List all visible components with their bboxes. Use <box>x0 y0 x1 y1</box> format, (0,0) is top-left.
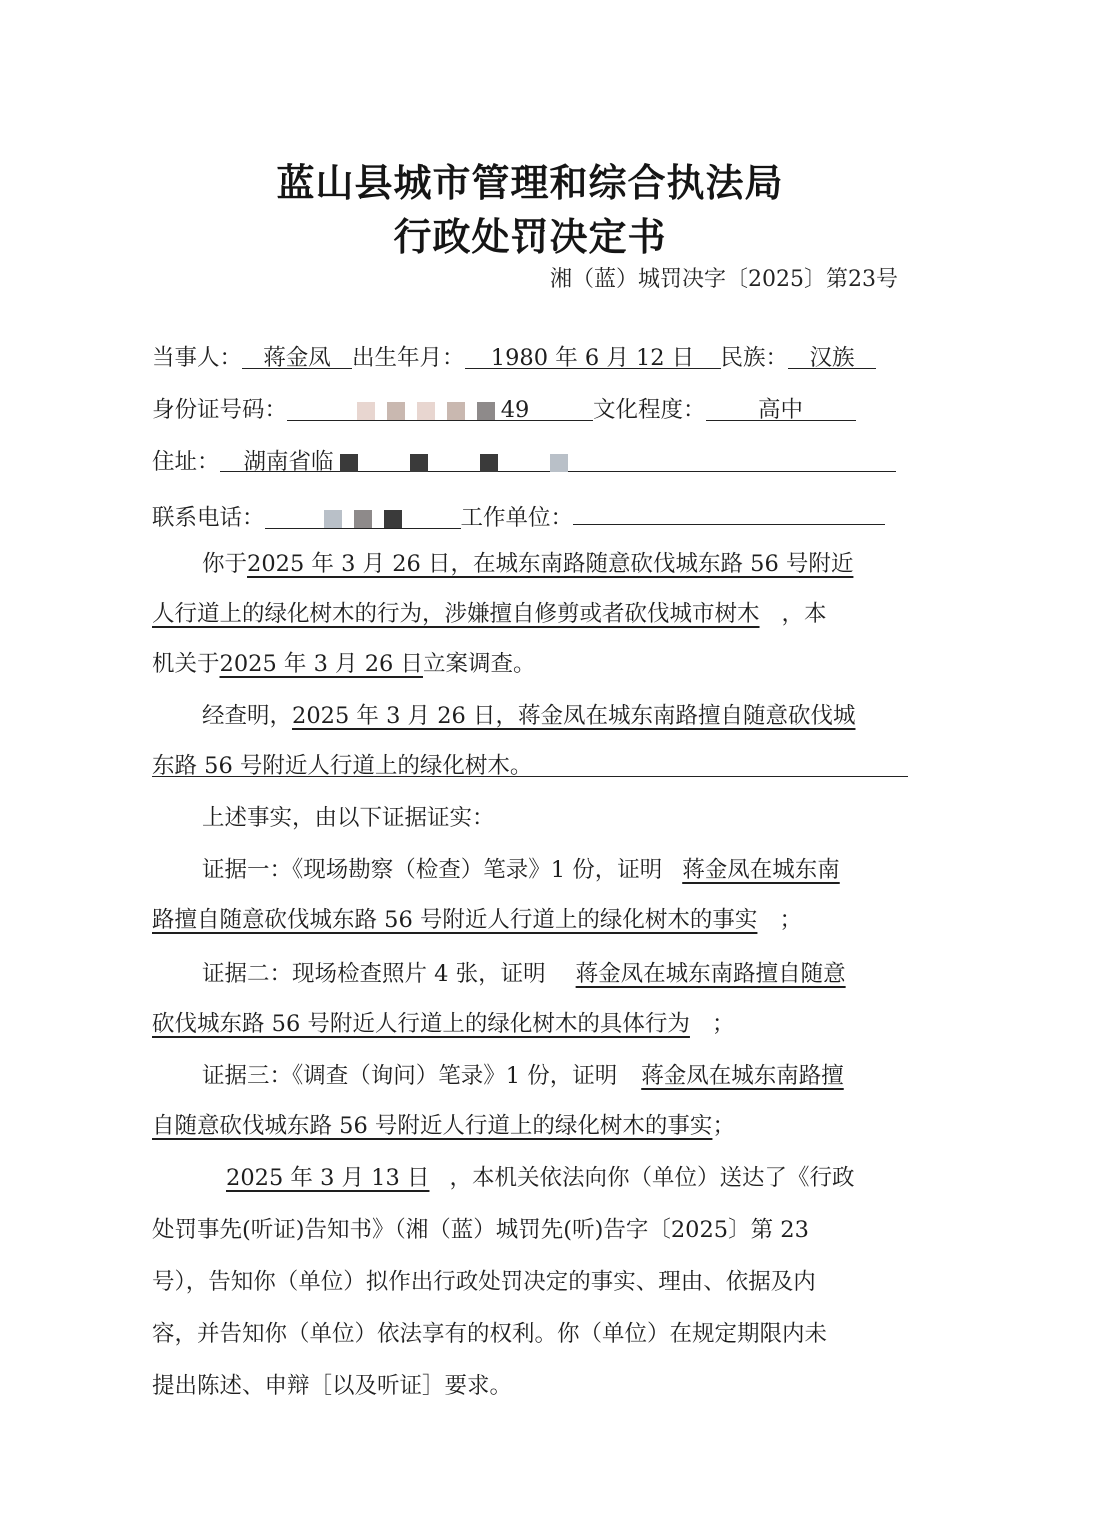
evidence1-text: ； <box>779 907 802 933</box>
address-label: 住址： <box>152 449 220 475</box>
para2-line2 <box>152 746 908 786</box>
para2-underlined: 东路 56 号附近人行道上的绿化树木。 <box>152 753 533 779</box>
para1-line2 <box>152 594 908 634</box>
phone-field <box>265 498 461 529</box>
evidence2-line2 <box>152 1004 908 1044</box>
para1-text: ，本 <box>781 601 827 627</box>
id-field <box>287 390 593 421</box>
para1-line3 <box>152 644 908 684</box>
para2-underlined-field <box>152 746 908 777</box>
para1-text: 机关于 <box>152 651 220 677</box>
para1-underlined: 2025 年 3 月 26 日，在城东南路随意砍伐城东路 56 号附近 <box>247 551 854 577</box>
evidence1-underlined: 蒋金凤在城东南 <box>682 857 840 883</box>
id-label: 身份证号码： <box>152 397 288 423</box>
para2-text: 经查明， <box>202 703 293 729</box>
evidence1-line2 <box>152 900 908 940</box>
evidence2-text: ； <box>711 1011 735 1037</box>
redaction-mark <box>447 402 465 420</box>
birth-label: 出生年月： <box>352 345 465 371</box>
evidence3-line1 <box>152 1056 958 1096</box>
document-number: 湘（蓝）城罚决字〔2025〕第23号 <box>550 267 898 292</box>
evidence-intro: 上述事实，由以下证据证实： <box>202 805 495 831</box>
para1-line1 <box>152 544 958 584</box>
education-field <box>706 390 856 421</box>
party-line-4 <box>152 494 908 534</box>
para1-underlined: 2025 年 3 月 26 日 <box>219 651 423 677</box>
address-value: 湖南省临 <box>243 449 334 475</box>
birth-value: 1980 年 6 月 12 日 <box>490 345 695 371</box>
employer-label: 工作单位： <box>460 505 574 531</box>
evidence2-line1 <box>152 954 958 994</box>
redaction-mark <box>324 510 342 528</box>
evidence3-underlined: 蒋金凤在城东南路擅 <box>641 1063 844 1089</box>
address-field <box>220 442 896 475</box>
para4-line3: 号），告知你（单位）拟作出行政处罚决定的事实、理由、依据及内 <box>152 1269 816 1295</box>
party-line-2 <box>152 390 908 430</box>
para1-underlined: 人行道上的绿化树木的行为，涉嫌擅自修剪或者砍伐城市树木 <box>152 601 760 627</box>
redaction-mark <box>387 402 405 420</box>
para4-line2: 处罚事先(听证)告知书》（湘（蓝）城罚先(听)告字〔2025〕第 23 <box>152 1217 809 1243</box>
employer-field <box>573 494 885 525</box>
para4-line1 <box>152 1158 966 1198</box>
agency-title: 蓝山县城市管理和综合执法局 <box>276 160 784 205</box>
evidence3-line2 <box>152 1106 908 1146</box>
evidence2-underlined: 砍伐城东路 56 号附近人行道上的绿化树木的具体行为 <box>152 1011 690 1037</box>
para4-underlined: 2025 年 3 月 13 日 <box>226 1165 430 1191</box>
party-name-field <box>242 338 352 369</box>
redaction-mark <box>354 510 372 528</box>
party-line-1 <box>152 338 908 378</box>
redaction-mark <box>550 454 568 472</box>
evidence1-line1 <box>152 850 958 890</box>
evidence1-text: 证据一：《现场勘察（检查）笔录》1 份，证明 <box>202 857 663 883</box>
evidence2-underlined: 蒋金凤在城东南路擅自随意 <box>575 961 846 987</box>
redaction-mark <box>384 510 402 528</box>
para2-line1 <box>152 696 958 736</box>
ethnicity-label: 民族： <box>720 345 789 371</box>
party-name-label: 当事人： <box>152 345 243 371</box>
para1-text: 你于 <box>202 551 248 577</box>
party-name-value: 蒋金凤 <box>263 345 331 371</box>
redaction-mark <box>357 402 375 420</box>
phone-label: 联系电话： <box>152 505 265 531</box>
ethnicity-value: 汉族 <box>809 345 855 371</box>
redaction-mark <box>417 402 435 420</box>
redaction-mark <box>340 454 358 472</box>
evidence1-underlined: 路擅自随意砍伐城东路 56 号附近人行道上的绿化树木的事实 <box>152 907 758 933</box>
para1-text: 立案调查。 <box>422 651 536 677</box>
evidence2-text: 证据二：现场检查照片 4 张，证明 <box>202 961 546 987</box>
para2-underlined: 2025 年 3 月 26 日，蒋金凤在城东南路擅自随意砍伐城 <box>292 703 856 729</box>
evidence3-text: 证据三：《调查（询问）笔录》1 份，证明 <box>202 1063 618 1089</box>
evidence3-underlined: 自随意砍伐城东路 56 号附近人行道上的绿化树木的事实 <box>152 1113 713 1139</box>
para4-line5: 提出陈述、申辩［以及听证］要求。 <box>152 1373 513 1399</box>
evidence3-text: ； <box>712 1113 735 1139</box>
document-title: 行政处罚决定书 <box>393 214 667 259</box>
redaction-mark <box>410 454 428 472</box>
id-tail-value: 49 <box>500 397 530 423</box>
para4-text: ，本机关依法向你（单位）送达了《行政 <box>449 1165 855 1191</box>
redaction-mark <box>480 454 498 472</box>
para4-line4: 容，并告知你（单位）依法享有的权利。你（单位）在规定期限内未 <box>152 1321 828 1347</box>
education-value: 高中 <box>758 397 804 423</box>
party-line-3 <box>152 442 908 482</box>
education-label: 文化程度： <box>593 397 706 423</box>
ethnicity-field <box>788 338 876 369</box>
redaction-mark <box>477 402 495 420</box>
birth-field <box>465 338 721 369</box>
